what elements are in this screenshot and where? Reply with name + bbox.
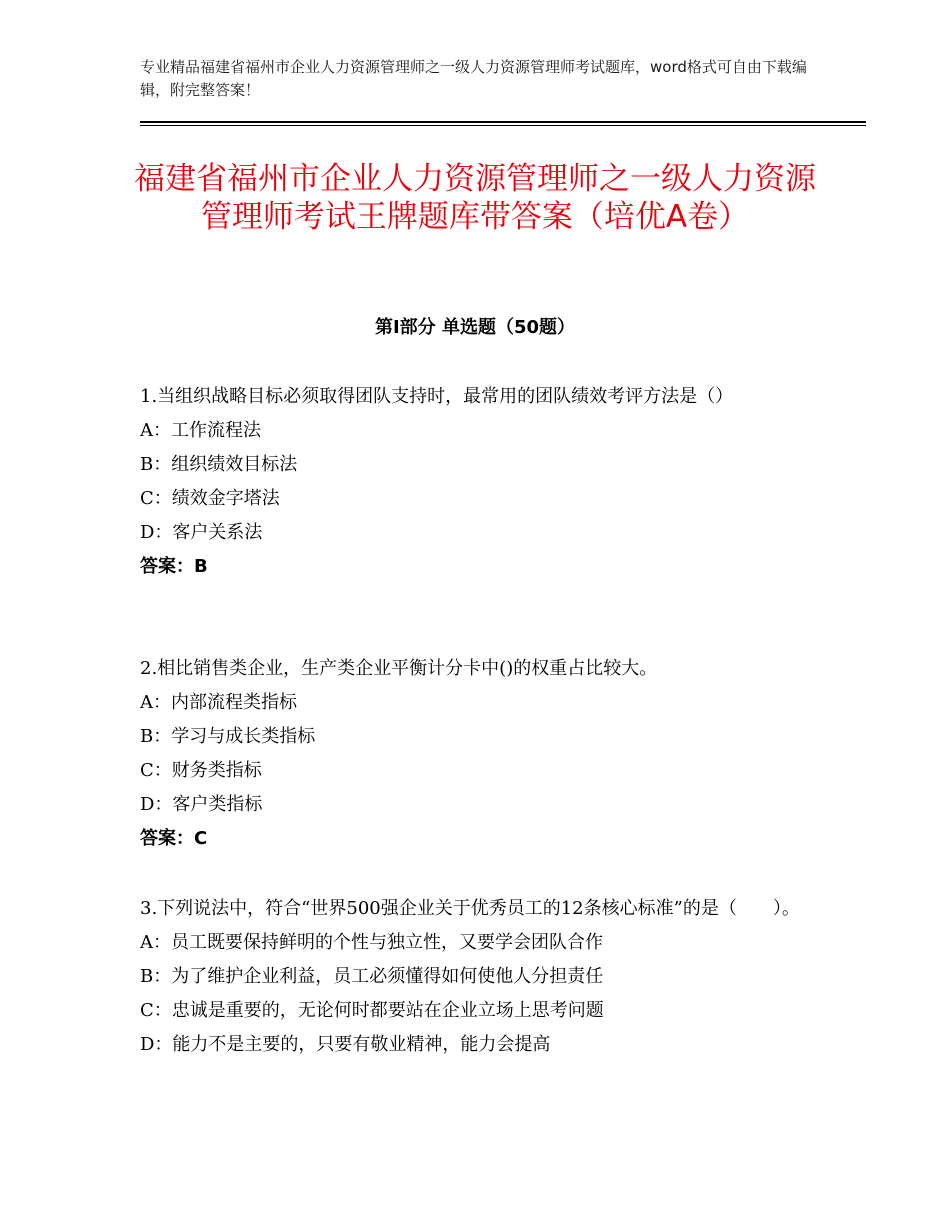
question-3 bbox=[140, 892, 820, 1062]
section-title: 第Ⅰ部分 单选题（50题） bbox=[374, 317, 575, 338]
header-note: 专业精品福建省福州市企业人力资源管理师之一级人力资源管理师考试题库，word格式可自由下载编辑，附完整答案！ bbox=[140, 58, 807, 99]
option-d: D：能力不是主要的，只要有敬业精神，能力会提高 bbox=[140, 1034, 551, 1055]
option-c: C：财务类指标 bbox=[140, 760, 262, 781]
option-a: A：员工既要保持鲜明的个性与独立性，又要学会团队合作 bbox=[140, 932, 603, 953]
answer: 答案：B bbox=[140, 556, 208, 577]
header-rule-thick bbox=[140, 121, 866, 123]
option-a: A：工作流程法 bbox=[140, 420, 261, 441]
question-stem: 2.相比销售类企业，生产类企业平衡计分卡中()的权重占比较大。 bbox=[140, 658, 658, 679]
option-c: C：绩效金字塔法 bbox=[140, 488, 280, 509]
document-title: 福建省福州市企业人力资源管理师之一级人力资源管理师考试王牌题库带答案（培优A卷） bbox=[134, 161, 816, 235]
question-stem: 3.下列说法中，符合“世界500强企业关于优秀员工的12条核心标准”的是（ ）。 bbox=[140, 898, 800, 919]
option-b: B：组织绩效目标法 bbox=[140, 454, 298, 475]
question-stem: 1.当组织战略目标必须取得团队支持时，最常用的团队绩效考评方法是（） bbox=[140, 386, 734, 407]
option-d: D：客户类指标 bbox=[140, 794, 263, 815]
answer: 答案：C bbox=[140, 828, 208, 849]
option-b: B：为了维护企业利益，员工必须懂得如何使他人分担责任 bbox=[140, 966, 604, 987]
option-b: B：学习与成长类指标 bbox=[140, 726, 316, 747]
question-2 bbox=[140, 652, 820, 856]
option-a: A：内部流程类指标 bbox=[140, 692, 297, 713]
question-1 bbox=[140, 380, 820, 584]
option-d: D：客户关系法 bbox=[140, 522, 263, 543]
option-c: C：忠诚是重要的，无论何时都要站在企业立场上思考问题 bbox=[140, 1000, 604, 1021]
header-rule-thin bbox=[140, 125, 866, 126]
